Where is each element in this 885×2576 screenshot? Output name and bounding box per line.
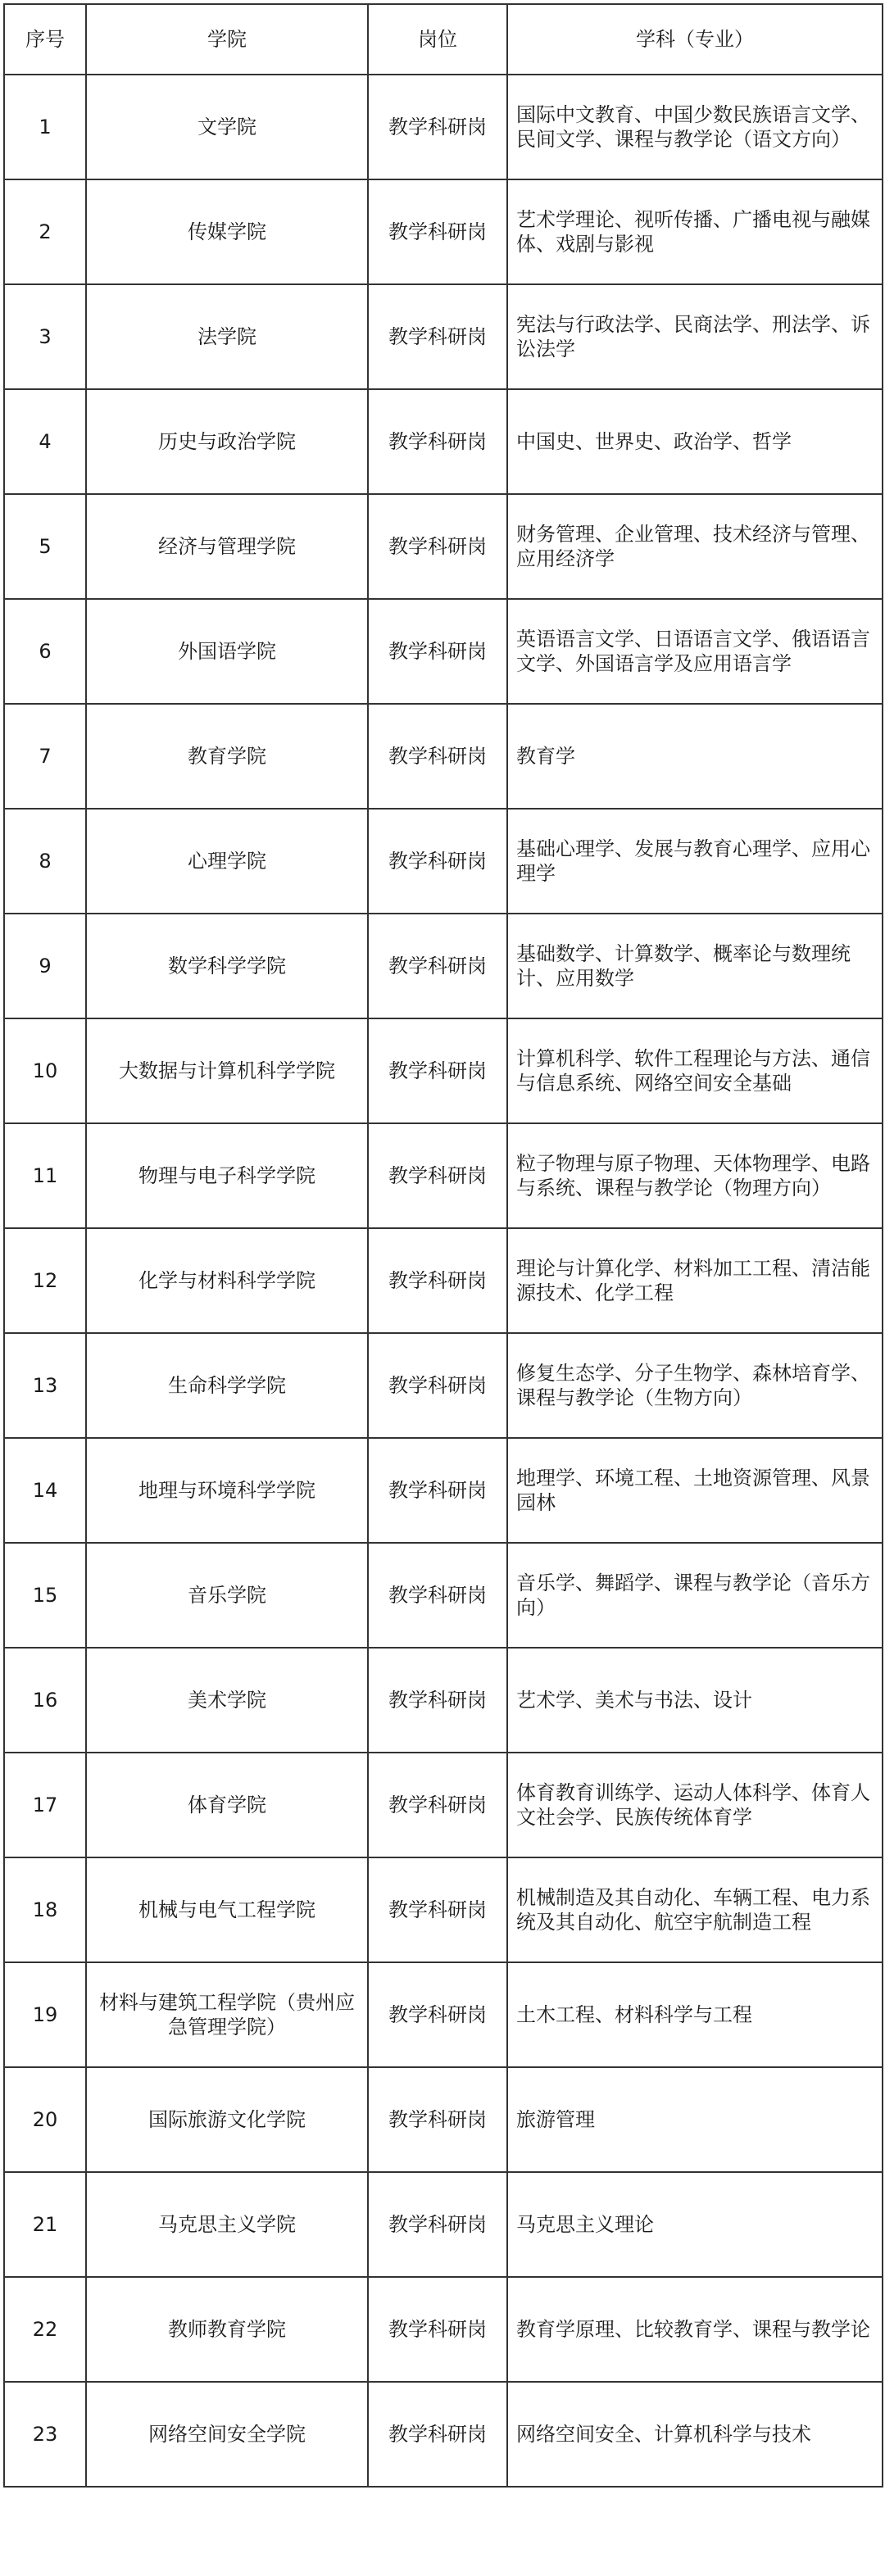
cell-subject: 教育学: [507, 704, 883, 809]
table-row: [4, 1857, 883, 1962]
cell-post: 教学科研岗: [368, 1962, 507, 2067]
cell-subject: 理论与计算化学、材料加工工程、清洁能源技术、化学工程: [507, 1228, 883, 1333]
table-row: [4, 2382, 883, 2487]
table-row: [4, 389, 883, 494]
cell-post: 教学科研岗: [368, 389, 507, 494]
cell-seq: 6: [4, 599, 86, 704]
cell-college: 法学院: [86, 284, 368, 389]
cell-post: 教学科研岗: [368, 809, 507, 914]
cell-college: 历史与政治学院: [86, 389, 368, 494]
cell-seq: 20: [4, 2067, 86, 2172]
cell-post: 教学科研岗: [368, 1228, 507, 1333]
cell-college: 美术学院: [86, 1648, 368, 1753]
cell-post: 教学科研岗: [368, 179, 507, 284]
cell-college: 化学与材料科学学院: [86, 1228, 368, 1333]
cell-subject: 国际中文教育、中国少数民族语言文学、民间文学、课程与教学论（语文方向）: [507, 75, 883, 179]
cell-post: 教学科研岗: [368, 1333, 507, 1438]
cell-post: 教学科研岗: [368, 284, 507, 389]
cell-post: 教学科研岗: [368, 2277, 507, 2382]
cell-seq: 3: [4, 284, 86, 389]
table-row: [4, 1228, 883, 1333]
cell-college: 外国语学院: [86, 599, 368, 704]
cell-college: 地理与环境科学学院: [86, 1438, 368, 1543]
cell-seq: 4: [4, 389, 86, 494]
table-row: [4, 494, 883, 599]
cell-subject: 粒子物理与原子物理、天体物理学、电路与系统、课程与教学论（物理方向）: [507, 1123, 883, 1228]
cell-post: 教学科研岗: [368, 704, 507, 809]
cell-seq: 11: [4, 1123, 86, 1228]
cell-post: 教学科研岗: [368, 494, 507, 599]
cell-college: 大数据与计算机科学学院: [86, 1018, 368, 1123]
cell-college: 马克思主义学院: [86, 2172, 368, 2277]
cell-college: 国际旅游文化学院: [86, 2067, 368, 2172]
cell-college: 教育学院: [86, 704, 368, 809]
cell-subject: 艺术学理论、视听传播、广播电视与融媒体、戏剧与影视: [507, 179, 883, 284]
cell-subject: 马克思主义理论: [507, 2172, 883, 2277]
cell-college: 心理学院: [86, 809, 368, 914]
table-row: [4, 2067, 883, 2172]
cell-seq: 18: [4, 1857, 86, 1962]
cell-seq: 23: [4, 2382, 86, 2487]
header-row: [4, 4, 883, 75]
cell-seq: 8: [4, 809, 86, 914]
cell-subject: 英语语言文学、日语语言文学、俄语语言文学、外国语言学及应用语言学: [507, 599, 883, 704]
cell-post: 教学科研岗: [368, 2382, 507, 2487]
cell-post: 教学科研岗: [368, 2067, 507, 2172]
cell-post: 教学科研岗: [368, 599, 507, 704]
cell-seq: 19: [4, 1962, 86, 2067]
cell-subject: 宪法与行政法学、民商法学、刑法学、诉讼法学: [507, 284, 883, 389]
cell-subject: 体育教育训练学、运动人体科学、体育人文社会学、民族传统体育学: [507, 1753, 883, 1857]
cell-seq: 14: [4, 1438, 86, 1543]
cell-college: 机械与电气工程学院: [86, 1857, 368, 1962]
cell-college: 传媒学院: [86, 179, 368, 284]
cell-college: 物理与电子科学学院: [86, 1123, 368, 1228]
table-row: [4, 1648, 883, 1753]
header-college: 学院: [86, 4, 368, 75]
table-row: [4, 75, 883, 179]
cell-subject: 修复生态学、分子生物学、森林培育学、课程与教学论（生物方向）: [507, 1333, 883, 1438]
cell-seq: 12: [4, 1228, 86, 1333]
cell-seq: 5: [4, 494, 86, 599]
table-row: [4, 284, 883, 389]
table-row: [4, 704, 883, 809]
table-row: [4, 1543, 883, 1648]
table-row: [4, 1123, 883, 1228]
cell-seq: 9: [4, 914, 86, 1018]
cell-college: 教师教育学院: [86, 2277, 368, 2382]
cell-college: 生命科学学院: [86, 1333, 368, 1438]
cell-college: 音乐学院: [86, 1543, 368, 1648]
cell-seq: 2: [4, 179, 86, 284]
cell-college: 体育学院: [86, 1753, 368, 1857]
cell-post: 教学科研岗: [368, 75, 507, 179]
cell-college: 网络空间安全学院: [86, 2382, 368, 2487]
cell-seq: 22: [4, 2277, 86, 2382]
cell-subject: 地理学、环境工程、土地资源管理、风景园林: [507, 1438, 883, 1543]
cell-subject: 网络空间安全、计算机科学与技术: [507, 2382, 883, 2487]
table-row: [4, 914, 883, 1018]
table-header: [4, 4, 883, 75]
recruitment-table: [3, 3, 883, 2488]
table-row: [4, 599, 883, 704]
table-row: [4, 2277, 883, 2382]
cell-seq: 15: [4, 1543, 86, 1648]
cell-seq: 17: [4, 1753, 86, 1857]
cell-post: 教学科研岗: [368, 1018, 507, 1123]
header-subject: 学科（专业）: [507, 4, 883, 75]
cell-seq: 7: [4, 704, 86, 809]
cell-seq: 21: [4, 2172, 86, 2277]
cell-college: 数学科学学院: [86, 914, 368, 1018]
cell-subject: 中国史、世界史、政治学、哲学: [507, 389, 883, 494]
cell-college: 经济与管理学院: [86, 494, 368, 599]
cell-subject: 教育学原理、比较教育学、课程与教学论: [507, 2277, 883, 2382]
cell-post: 教学科研岗: [368, 1753, 507, 1857]
table-row: [4, 1018, 883, 1123]
cell-college: 材料与建筑工程学院（贵州应急管理学院）: [86, 1962, 368, 2067]
cell-subject: 基础心理学、发展与教育心理学、应用心理学: [507, 809, 883, 914]
table-row: [4, 1333, 883, 1438]
cell-subject: 机械制造及其自动化、车辆工程、电力系统及其自动化、航空宇航制造工程: [507, 1857, 883, 1962]
table-row: [4, 179, 883, 284]
header-post: 岗位: [368, 4, 507, 75]
cell-seq: 10: [4, 1018, 86, 1123]
cell-subject: 计算机科学、软件工程理论与方法、通信与信息系统、网络空间安全基础: [507, 1018, 883, 1123]
cell-post: 教学科研岗: [368, 914, 507, 1018]
table-row: [4, 1753, 883, 1857]
cell-seq: 1: [4, 75, 86, 179]
cell-post: 教学科研岗: [368, 1438, 507, 1543]
cell-post: 教学科研岗: [368, 1123, 507, 1228]
cell-post: 教学科研岗: [368, 1648, 507, 1753]
cell-post: 教学科研岗: [368, 1857, 507, 1962]
cell-subject: 艺术学、美术与书法、设计: [507, 1648, 883, 1753]
table-row: [4, 809, 883, 914]
cell-subject: 旅游管理: [507, 2067, 883, 2172]
cell-subject: 音乐学、舞蹈学、课程与教学论（音乐方向）: [507, 1543, 883, 1648]
cell-seq: 16: [4, 1648, 86, 1753]
cell-post: 教学科研岗: [368, 1543, 507, 1648]
cell-subject: 土木工程、材料科学与工程: [507, 1962, 883, 2067]
header-seq: 序号: [4, 4, 86, 75]
cell-subject: 基础数学、计算数学、概率论与数理统计、应用数学: [507, 914, 883, 1018]
cell-college: 文学院: [86, 75, 368, 179]
table-body: [4, 75, 883, 2487]
cell-subject: 财务管理、企业管理、技术经济与管理、应用经济学: [507, 494, 883, 599]
table-row: [4, 2172, 883, 2277]
table-row: [4, 1438, 883, 1543]
cell-seq: 13: [4, 1333, 86, 1438]
cell-post: 教学科研岗: [368, 2172, 507, 2277]
table-row: [4, 1962, 883, 2067]
